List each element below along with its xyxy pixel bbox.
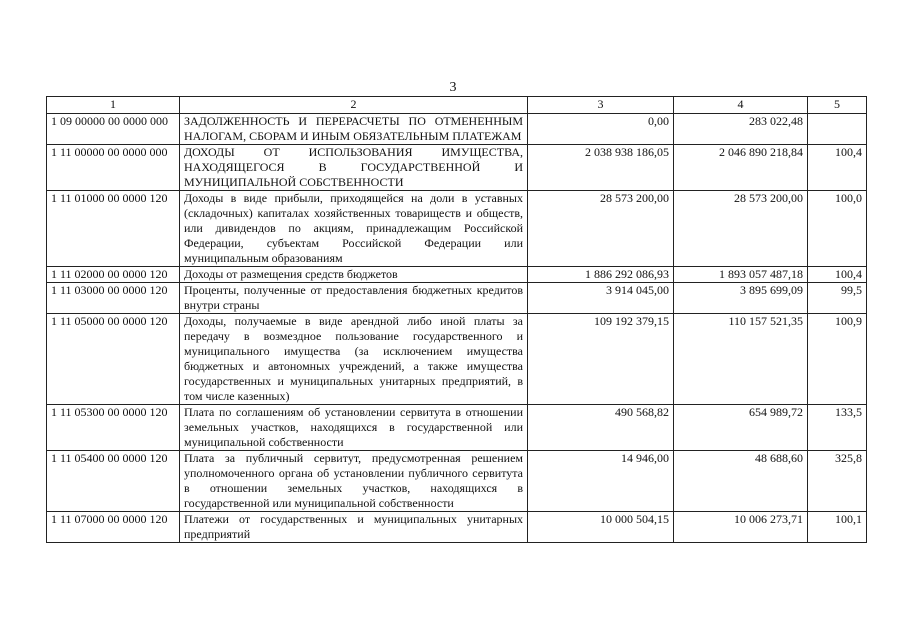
budget-code: 1 11 05400 00 0000 120 [47, 451, 180, 512]
plan-amount: 109 192 379,15 [528, 314, 674, 405]
column-header: 5 [808, 97, 867, 114]
income-description: Доходы, получаемые в виде арендной либо иной платы за передачу в возмездное пользование государственного и муниципального имущества (за исключением имущества бюджетных и автономных учреждений, а также имущества государственных и муниципальных унитарных предприятий, в том числе казенных) [180, 314, 528, 405]
table-row [47, 405, 867, 451]
table-row [47, 451, 867, 512]
income-description: ЗАДОЛЖЕННОСТЬ И ПЕРЕРАСЧЕТЫ ПО ОТМЕНЕННЫМ НАЛОГАМ, СБОРАМ И ИНЫМ ОБЯЗАТЕЛЬНЫМ ПЛАТЕЖАМ [180, 114, 528, 145]
actual-amount: 654 989,72 [674, 405, 808, 451]
execution-percent: 100,9 [808, 314, 867, 405]
plan-amount: 10 000 504,15 [528, 512, 674, 543]
income-description: ДОХОДЫ ОТ ИСПОЛЬЗОВАНИЯ ИМУЩЕСТВА, НАХОДЯЩЕГОСЯ В ГОСУДАРСТВЕННОЙ И МУНИЦИПАЛЬНОЙ СОБСТВЕННОСТИ [180, 145, 528, 191]
income-description: Доходы в виде прибыли, приходящейся на доли в уставных (складочных) капиталах хозяйственных товариществ и обществ, или дивидендов по акциям, принадлежащим Российской Федерации, субъектам Российской Федерации или муниципальным образованиям [180, 191, 528, 267]
budget-code: 1 11 01000 00 0000 120 [47, 191, 180, 267]
actual-amount: 48 688,60 [674, 451, 808, 512]
execution-percent: 99,5 [808, 283, 867, 314]
budget-code: 1 11 02000 00 0000 120 [47, 267, 180, 283]
column-header: 4 [674, 97, 808, 114]
income-description: Доходы от размещения средств бюджетов [180, 267, 528, 283]
budget-code: 1 11 05000 00 0000 120 [47, 314, 180, 405]
plan-amount: 3 914 045,00 [528, 283, 674, 314]
column-header: 2 [180, 97, 528, 114]
income-description: Плата по соглашениям об установлении сервитута в отношении земельных участков, находящихся в государственной или муниципальной собственности [180, 405, 528, 451]
plan-amount: 28 573 200,00 [528, 191, 674, 267]
budget-code: 1 11 05300 00 0000 120 [47, 405, 180, 451]
income-description: Платежи от государственных и муниципальных унитарных предприятий [180, 512, 528, 543]
execution-percent: 100,1 [808, 512, 867, 543]
actual-amount: 283 022,48 [674, 114, 808, 145]
actual-amount: 1 893 057 487,18 [674, 267, 808, 283]
table-row [47, 114, 867, 145]
execution-percent: 325,8 [808, 451, 867, 512]
execution-percent [808, 114, 867, 145]
budget-code: 1 11 03000 00 0000 120 [47, 283, 180, 314]
execution-percent: 100,4 [808, 267, 867, 283]
plan-amount: 490 568,82 [528, 405, 674, 451]
execution-percent: 100,4 [808, 145, 867, 191]
budget-code: 1 11 07000 00 0000 120 [47, 512, 180, 543]
execution-percent: 100,0 [808, 191, 867, 267]
plan-amount: 14 946,00 [528, 451, 674, 512]
table-row [47, 267, 867, 283]
revenue-table [46, 96, 867, 543]
column-header: 1 [47, 97, 180, 114]
plan-amount: 0,00 [528, 114, 674, 145]
actual-amount: 110 157 521,35 [674, 314, 808, 405]
actual-amount: 3 895 699,09 [674, 283, 808, 314]
table-row [47, 314, 867, 405]
actual-amount: 28 573 200,00 [674, 191, 808, 267]
table-row [47, 191, 867, 267]
budget-code: 1 09 00000 00 0000 000 [47, 114, 180, 145]
plan-amount: 2 038 938 186,05 [528, 145, 674, 191]
income-description: Плата за публичный сервитут, предусмотренная решением уполномоченного органа об установлении публичного сервитута в отношении земельных участков, находящихся в государственной или муниципальной собственности [180, 451, 528, 512]
actual-amount: 2 046 890 218,84 [674, 145, 808, 191]
plan-amount: 1 886 292 086,93 [528, 267, 674, 283]
execution-percent: 133,5 [808, 405, 867, 451]
actual-amount: 10 006 273,71 [674, 512, 808, 543]
page-number: 3 [449, 80, 457, 95]
column-header: 3 [528, 97, 674, 114]
table-header-row [47, 97, 867, 114]
table-row [47, 512, 867, 543]
income-description: Проценты, полученные от предоставления бюджетных кредитов внутри страны [180, 283, 528, 314]
table-row [47, 283, 867, 314]
table-row [47, 145, 867, 191]
budget-code: 1 11 00000 00 0000 000 [47, 145, 180, 191]
